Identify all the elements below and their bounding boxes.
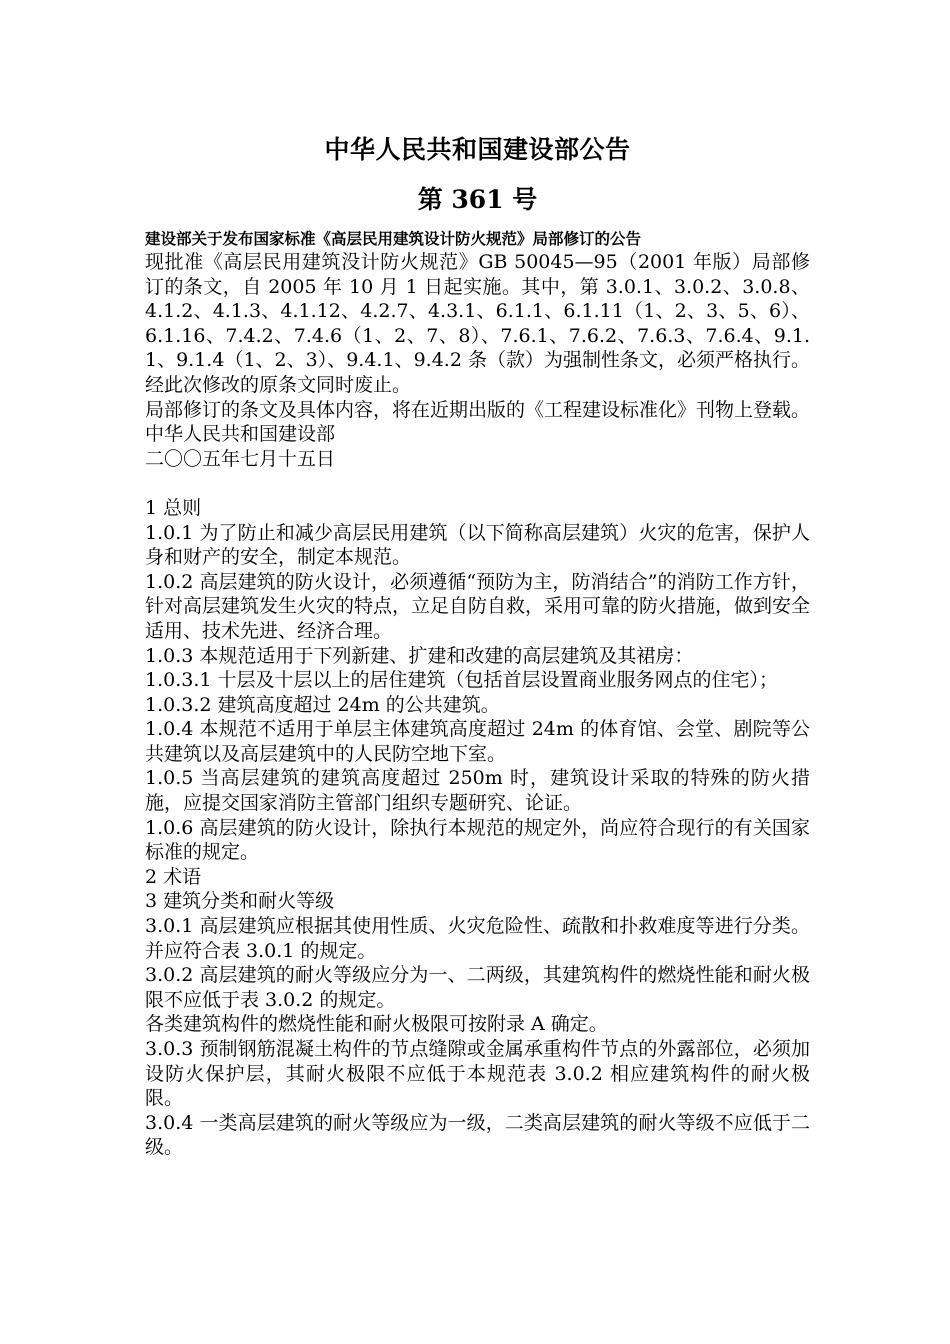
issuer-name: 中华人民共和国建设部: [145, 423, 336, 446]
clause-paragraph: 3.0.1 高层建筑应根据其使用性质、火灾危险性、疏散和扑救难度等进行分类。并应符合表 3.0.1 的规定。: [145, 915, 810, 962]
announcement-number: 第 361 号: [417, 185, 538, 214]
document-page: [145, 130, 810, 1160]
clause-paragraph: 3.0.3 预制钢筋混凝土构件的节点缝隙或金属承重构件节点的外露部位，必须加设防火保护层，其耐火极限不应低于本规范表 3.0.2 相应建筑构件的耐火极限。: [145, 1038, 810, 1110]
section-heading: 3 建筑分类和耐火等级: [145, 890, 335, 913]
clause-paragraph: 1.0.6 高层建筑的防火设计，除执行本规范的规定外，尚应符合现行的有关国家标准的规定。: [145, 816, 810, 864]
section-heading: 1 总则: [145, 496, 202, 519]
clause-paragraph: 1.0.5 当高层建筑的建筑高度超过 250m 时，建筑设计采取的特殊的防火措施，应提交国家消防主管部门组织专题研究、论证。: [145, 767, 810, 815]
document-title: 中华人民共和国建设部公告: [324, 135, 631, 164]
announcement-paragraph: 局部修订的条文及具体内容，将在近期出版的《工程建设标准化》刊物上登载。: [145, 398, 811, 421]
issue-date: 二〇〇五年七月十五日: [145, 447, 336, 470]
clause-paragraph: 3.0.2 高层建筑的耐火等级应分为一、二两级，其建筑构件的燃烧性能和耐火极限不应低于表 3.0.2 的规定。: [145, 964, 810, 1011]
clause-paragraph: 1.0.1 为了防止和减少高层民用建筑（以下简称高层建筑）火灾的危害，保护人身和财产的安全，制定本规范。: [145, 521, 810, 569]
announcement-paragraph: 现批准《高层民用建筑没计防火规范》GB 50045—95（2001 年版）局部修订的条文，自 2005 年 10 月 1 日起实施。其中，第 3.0.1、3.0.2、3.0.8、4.1.2、4.1.3、4.1.12、4.2.7、4.3.1、6.1.1、6.1.11（1、2、3、5、6）、6.1.16、7.4.2、7.4.6（1、2、7、8）、7.6.1、7.6.2、7.6.3、7.6.4、9.1.1、9.1.4（1、2、3）、9.4.1、9.4.2 条（款）为强制性条文，必须严格执行。经此次修改的原条文同时废止。: [145, 251, 810, 396]
section-heading: 2 术语: [145, 865, 202, 888]
clause-paragraph: 1.0.3.2 建筑高度超过 24m 的公共建筑。: [145, 693, 500, 716]
announcement-subtitle: 建设部关于发布国家标准《高层民用建筑设计防火规范》局部修订的公告: [145, 229, 642, 248]
clause-paragraph: 各类建筑构件的燃烧性能和耐火极限可按附录 A 确定。: [145, 1013, 608, 1036]
blank-line: [145, 471, 810, 496]
clause-paragraph: 1.0.2 高层建筑的防火设计，必须遵循“预防为主，防消结合”的消防工作方针，针对高层建筑发生火灾的特点，立足自防自救，采用可靠的防火措施，做到安全适用、技术先进、经济合理。: [145, 570, 811, 642]
clause-paragraph: 1.0.4 本规范不适用于单层主体建筑高度超过 24m 的体育馆、会堂、剧院等公共建筑以及高层建筑中的人民防空地下室。: [145, 718, 810, 765]
clause-paragraph: 1.0.3.1 十层及十层以上的居住建筑（包括首层设置商业服务网点的住宅）；: [145, 669, 779, 692]
clause-paragraph: 3.0.4 一类高层建筑的耐火等级应为一级，二类高层建筑的耐火等级不应低于二级。: [145, 1111, 810, 1159]
clause-paragraph: 1.0.3 本规范适用于下列新建、扩建和改建的高层建筑及其裙房：: [145, 644, 694, 667]
